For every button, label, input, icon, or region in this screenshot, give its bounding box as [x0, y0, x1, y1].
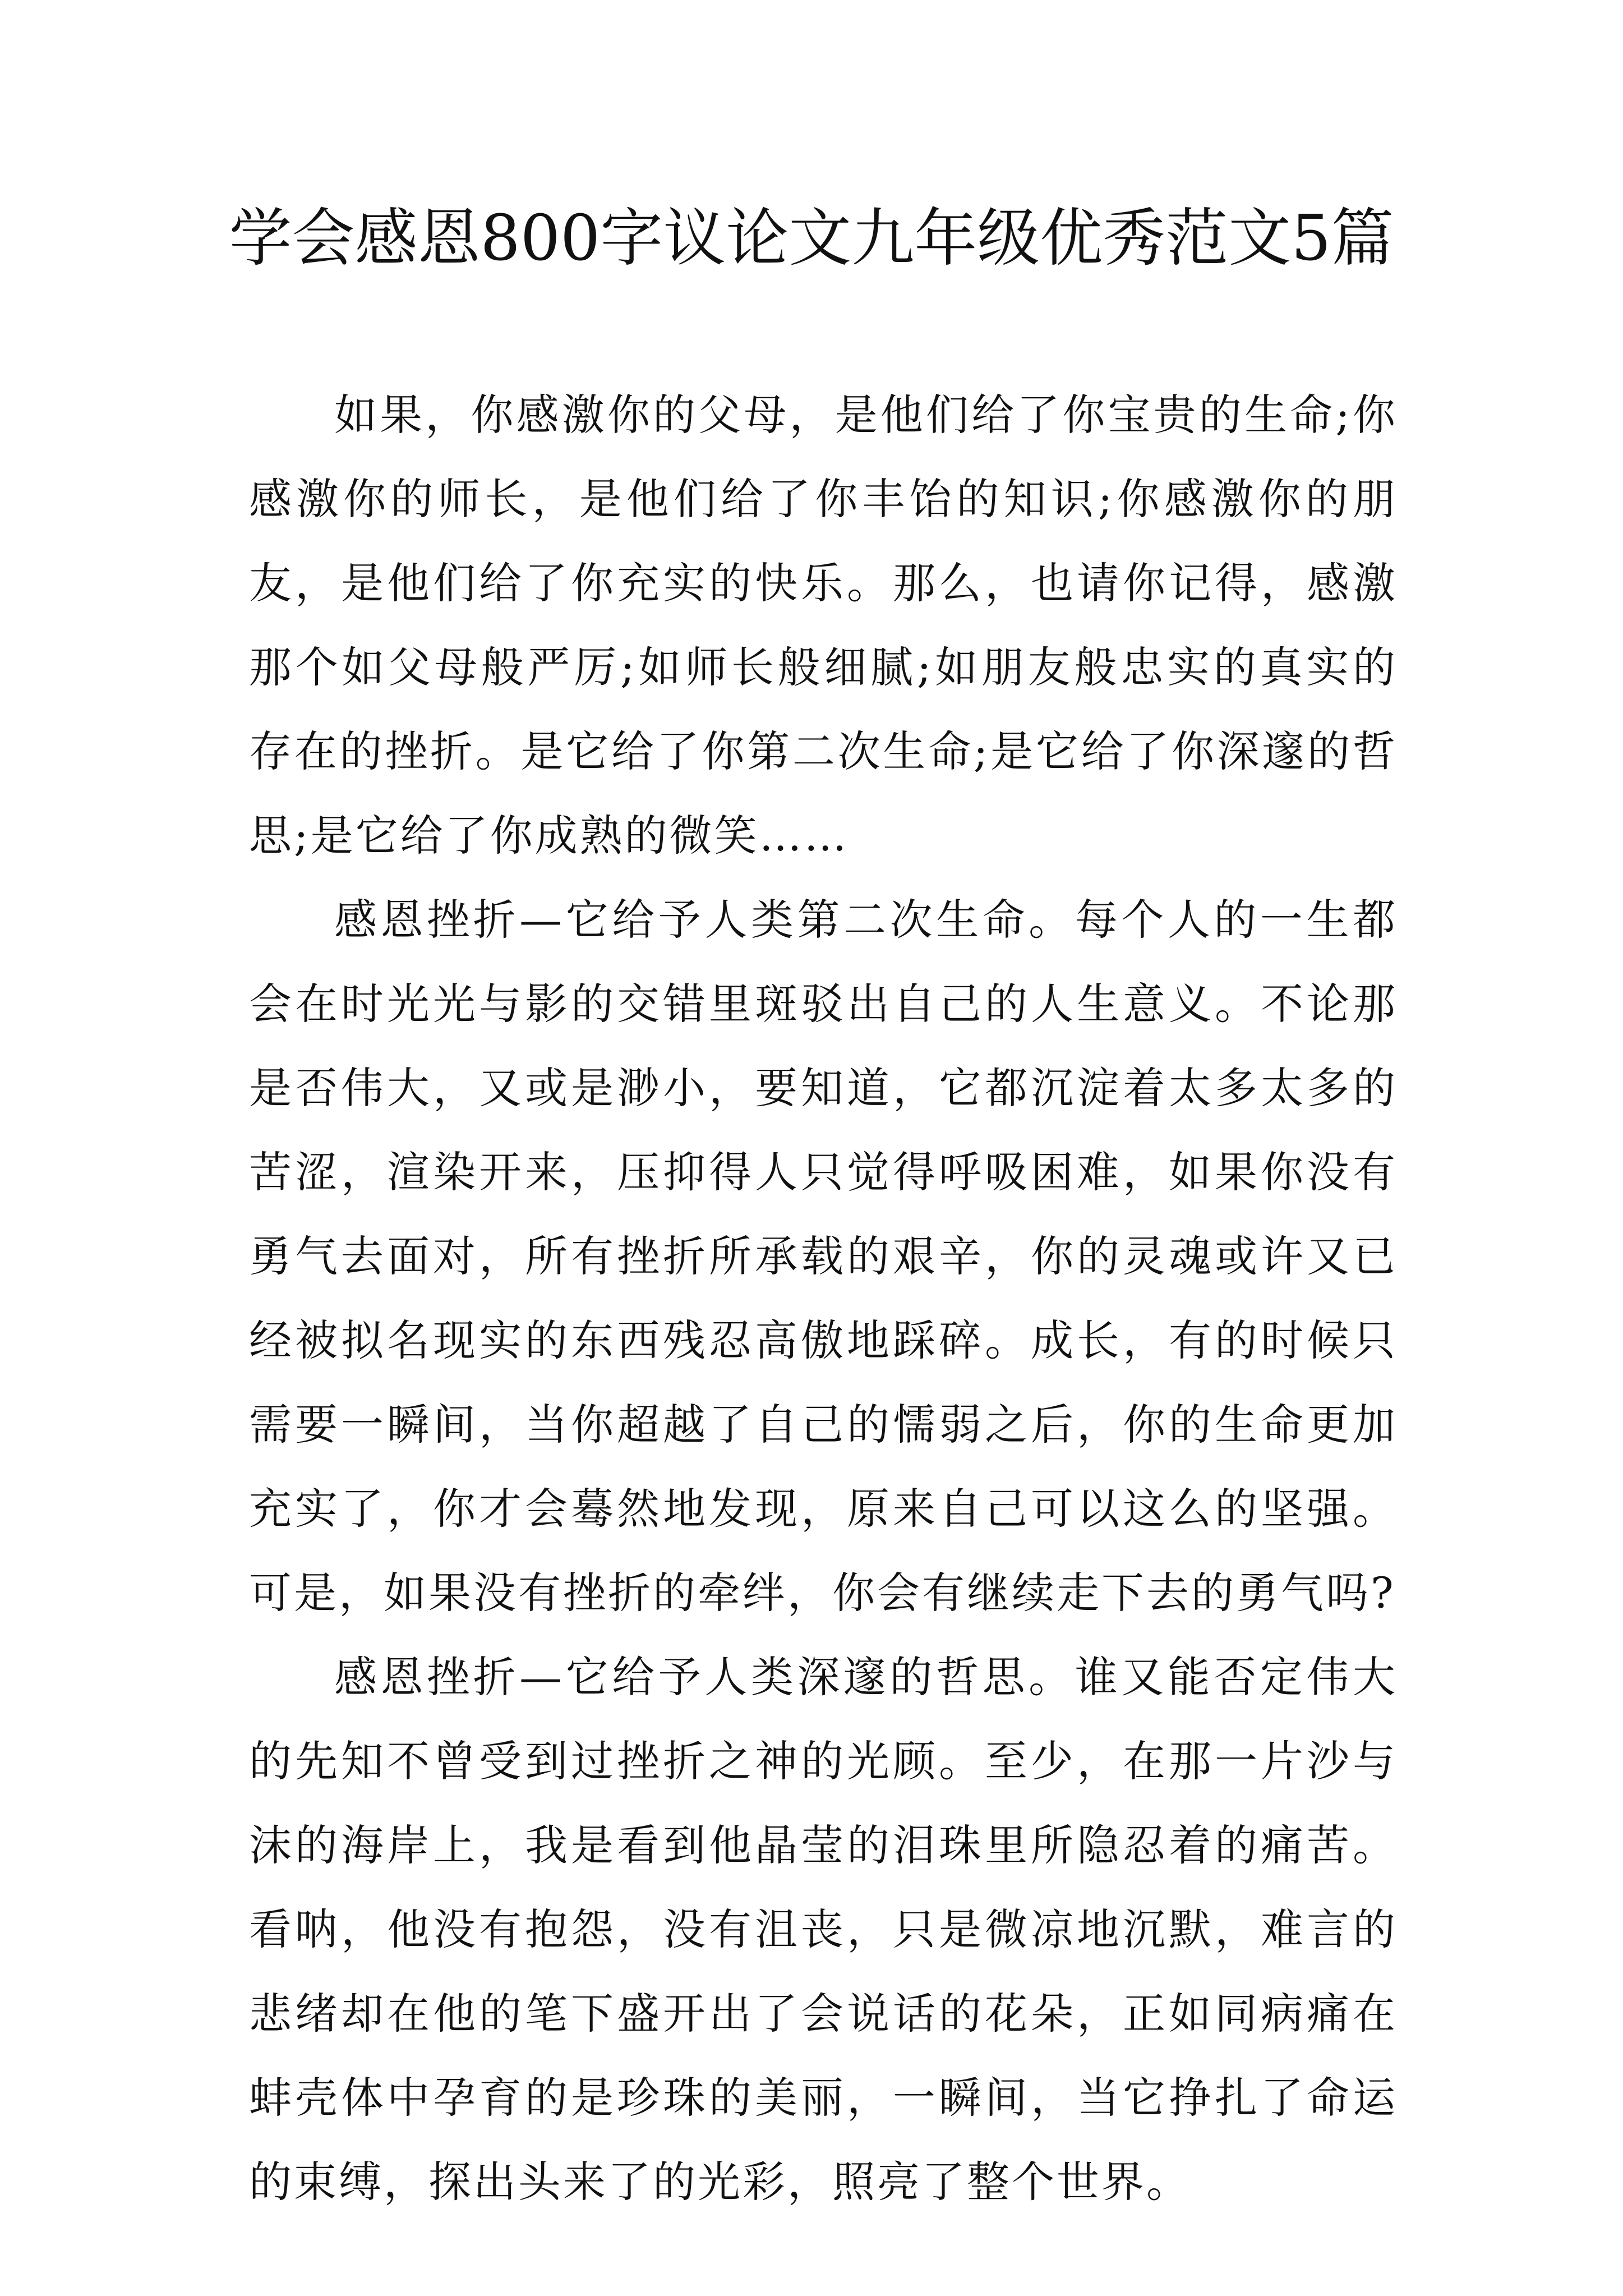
paragraph-1: 如果，你感激你的父母，是他们给了你宝贵的生命;你感激你的师长，是他们给了你丰饴的知识;你感激你的朋友，是他们给了你充实的快乐。那么，也请你记得，感激那个如父母般严厉;如师长般细腻;如朋友般忠实的真实的存在的挫折。是它给了你第二次生命;是它给了你深邃的哲思;是它给了你成熟的微笑……: [249, 390, 1398, 861]
paragraph-3: 感恩挫折—它给予人类深邃的哲思。谁又能否定伟大的先知不曾受到过挫折之神的光顾。至少，在那一片沙与沫的海岸上，我是看到他晶莹的泪珠里所隐忍着的痛苦。看呐，他没有抱怨，没有沮丧，只是微凉地沉默，难言的悲绪却在他的笔下盛开出了会说话的花朵，正如同病痛在蚌壳体中孕育的是珍珠的美丽，一瞬间，当它挣扎了命运的束缚，探出头来了的光彩，照亮了整个世界。: [249, 1652, 1398, 2207]
document-body: [249, 373, 1398, 2224]
paragraph-2: 感恩挫折—它给予人类第二次生命。每个人的一生都会在时光光与影的交错里斑驳出自己的人生意义。不论那是否伟大，又或是渺小，要知道，它都沉淀着太多太多的苦涩，渲染开来，压抑得人只觉得呼吸困难，如果你没有勇气去面对，所有挫折所承载的艰辛，你的灵魂或许又已经被拟名现实的东西残忍高傲地踩碎。成长，有的时候只需要一瞬间，当你超越了自己的懦弱之后，你的生命更加充实了，你才会蓦然地发现，原来自己可以这么的坚强。可是，如果没有挫折的牵绊，你会有继续走下去的勇气吗?: [249, 895, 1398, 1618]
document-title: 学会感恩800字议论文九年级优秀范文5篇: [229, 202, 1394, 275]
